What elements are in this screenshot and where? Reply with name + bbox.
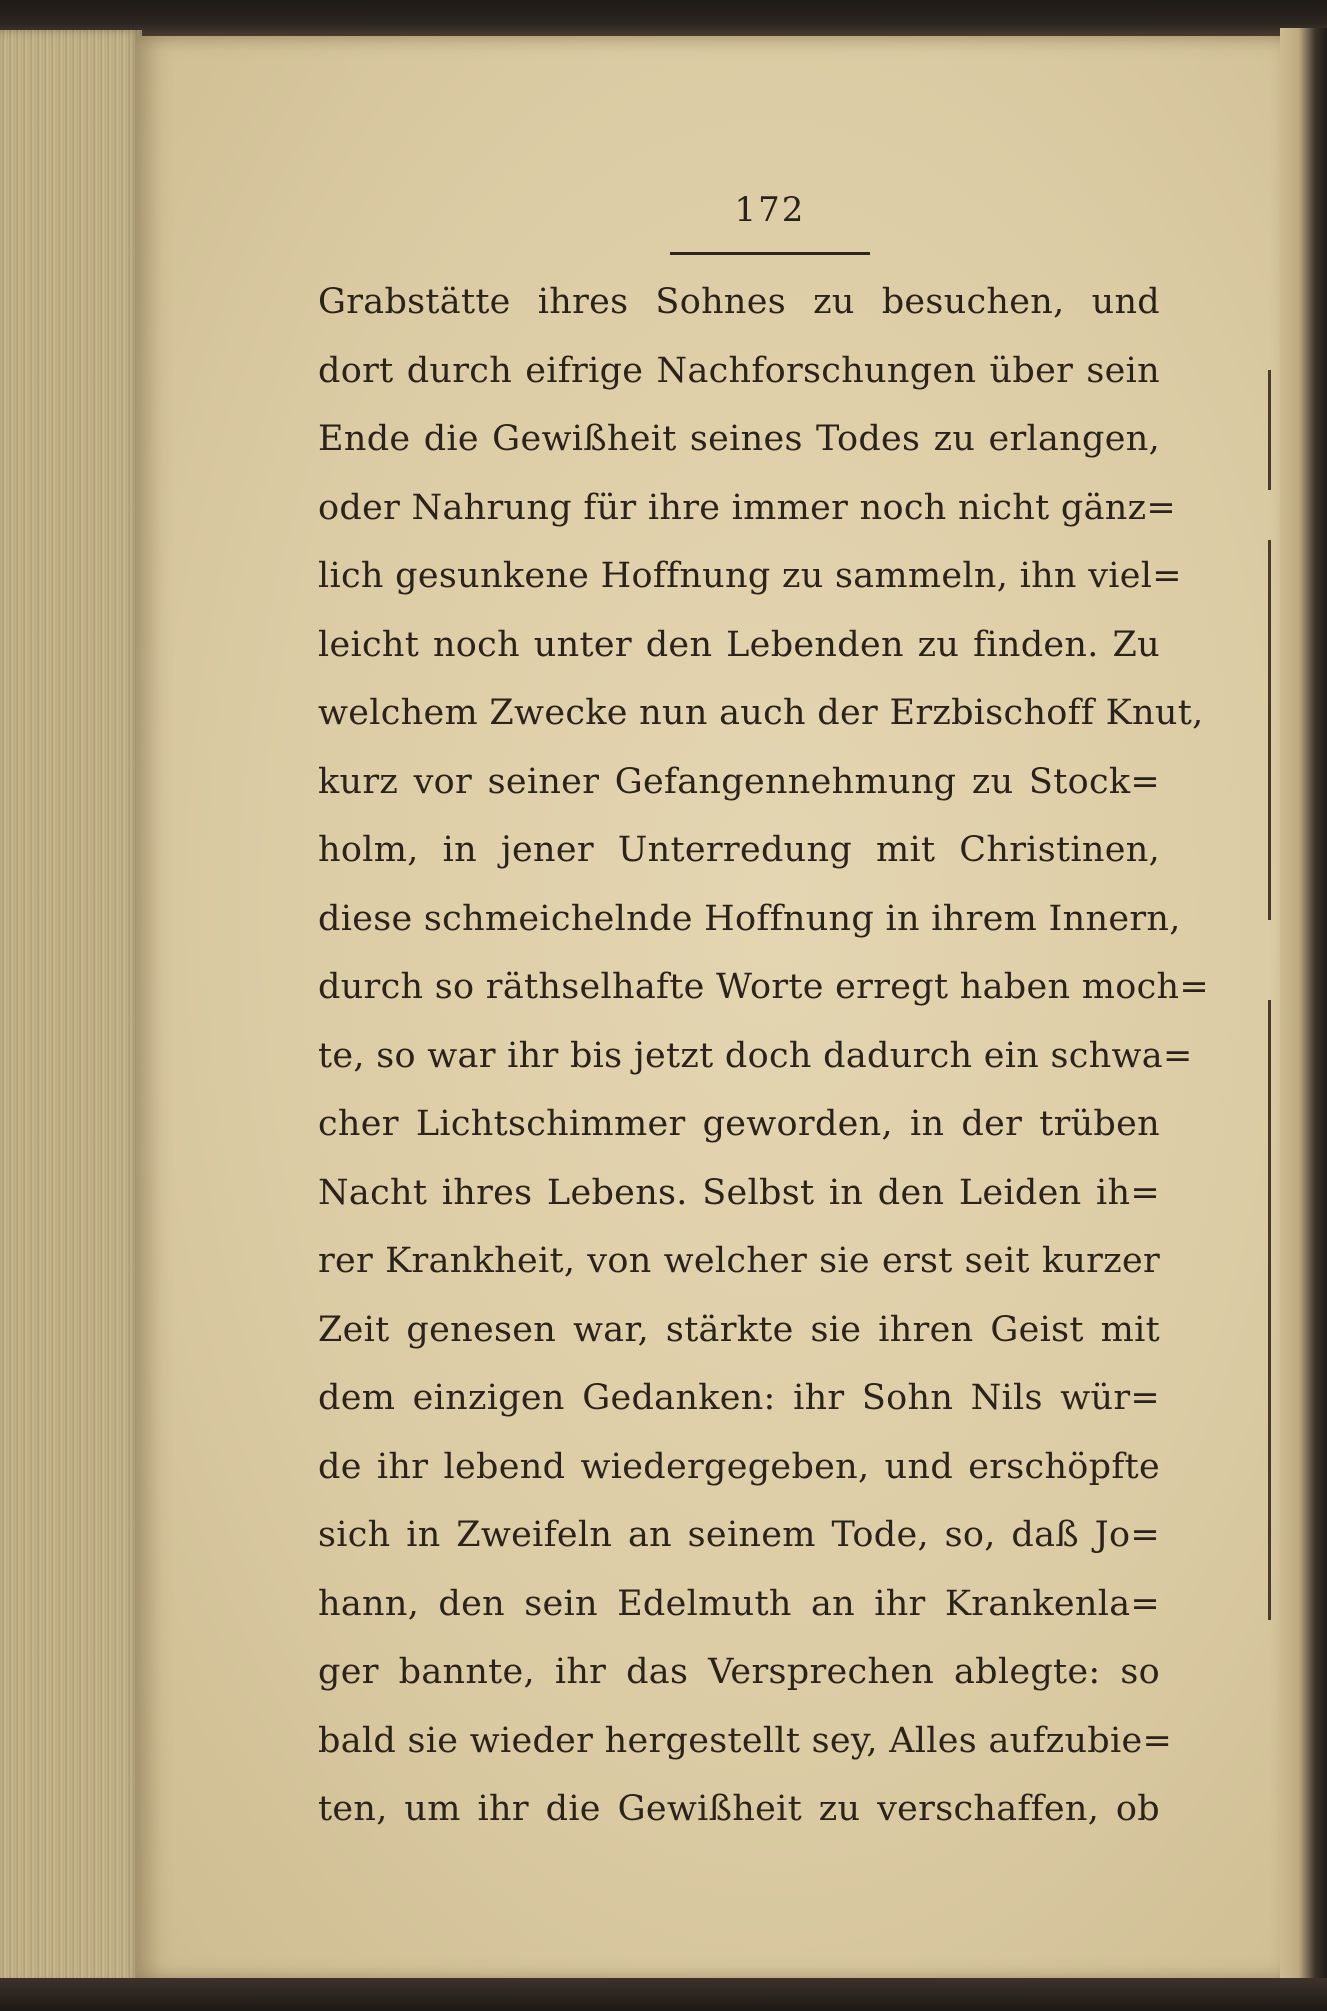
text-line: ten, um ihr die Gewißheit zu verschaffen, ob	[318, 1789, 1160, 1829]
text-line: oder Nahrung für ihre immer noch nicht gänz=	[318, 487, 1176, 528]
text-line: Nacht ihres Lebens. Selbst in den Leiden ih=	[318, 1172, 1160, 1213]
text-line: rer Krankheit, von welcher sie erst seit kurzer	[318, 1241, 1160, 1281]
text-line: leicht noch unter den Lebenden zu finden. Zu	[318, 624, 1160, 665]
text-line: Grabstätte ihres Sohnes zu besuchen, und	[318, 282, 1160, 322]
text-line: holm, in jener Unterredung mit Christinen,	[318, 830, 1160, 870]
top-edge-shadow	[0, 0, 1327, 38]
text-line: welchem Zwecke nun auch der Erzbischoff Knut,	[318, 693, 1204, 733]
text-line: cher Lichtschimmer geworden, in der trüben	[318, 1104, 1160, 1144]
page-edge-mark	[1268, 370, 1271, 490]
text-line: hann, den sein Edelmuth an ihr Krankenla=	[318, 1583, 1160, 1624]
text-line: kurz vor seiner Gefangennehmung zu Stock=	[318, 761, 1160, 802]
text-line: de ihr lebend wiedergegeben, und erschöpfte	[318, 1446, 1160, 1487]
facing-page-edge	[1280, 28, 1327, 1988]
page-edge-mark	[1268, 540, 1271, 920]
text-line: lich gesunkene Hoffnung zu sammeln, ihn viel=	[318, 556, 1182, 596]
text-line: te, so war ihr bis jetzt doch dadurch ein schwa=	[318, 1035, 1193, 1076]
text-line: dort durch eifrige Nachforschungen über sein	[318, 350, 1160, 391]
text-line: ger bannte, ihr das Versprechen ablegte: so	[318, 1652, 1160, 1692]
page-number: 172	[734, 190, 806, 230]
text-line: sich in Zweifeln an seinem Tode, so, daß Jo=	[318, 1515, 1160, 1555]
header-rule	[670, 252, 870, 255]
book-page-edges	[0, 30, 142, 1985]
bottom-edge-shadow	[0, 1978, 1327, 2011]
text-line: dem einzigen Gedanken: ihr Sohn Nils wür=	[318, 1378, 1160, 1418]
text-line: bald sie wieder hergestellt sey, Alles aufzubie=	[318, 1720, 1173, 1761]
text-line: Zeit genesen war, stärkte sie ihren Geist mit	[318, 1309, 1160, 1350]
body-text	[318, 268, 1209, 1844]
text-line: durch so räthselhafte Worte erregt haben moch=	[318, 967, 1209, 1007]
page-edge-mark	[1268, 1000, 1271, 1620]
text-line: diese schmeichelnde Hoffnung in ihrem Innern,	[318, 898, 1181, 939]
text-line: Ende die Gewißheit seines Todes zu erlangen,	[318, 419, 1160, 459]
